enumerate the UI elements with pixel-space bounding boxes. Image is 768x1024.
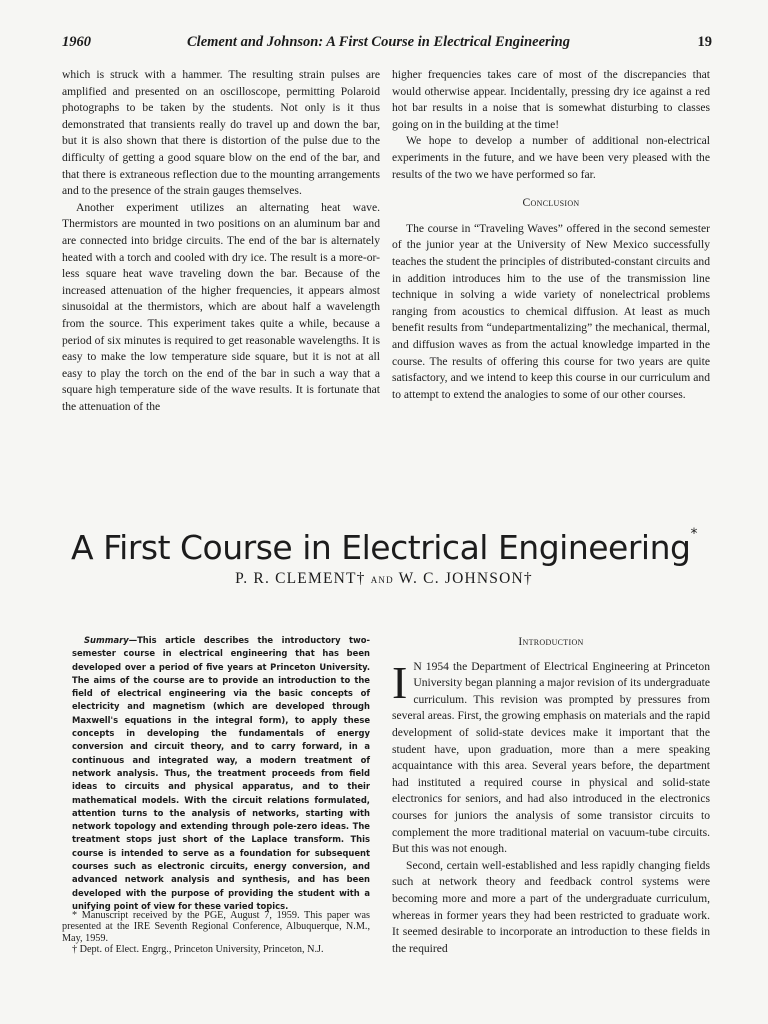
introduction-heading: Introduction — [518, 635, 584, 648]
article-title-text: A First Course in Electrical Engineering — [71, 528, 691, 567]
footnote-affiliation: † Dept. of Elect. Engrg., Princeton University, Princeton, N.J. — [72, 944, 324, 956]
prev-article-left-column — [62, 67, 380, 415]
paragraph: which is struck with a hammer. The resulting strain pulses are amplified and presented on an oscilloscope, permitting Polaroid photographs to be taken by the students. Not only is it thus demonstrated that transients really do travel up and down the bar, but it is also shown that there is distortion of the pulse due to the difficulty of getting a good square blow on the end of the bar, and that there is extraneous reflection due to the mounting arrangements and to the presence of the strain gauges themselves. — [62, 68, 380, 198]
paragraph: We hope to develop a number of additional non-electrical experiments in the future, and we have been very pleased with the results of the two we have performed so far. — [392, 134, 710, 181]
drop-cap: I — [392, 656, 408, 708]
author-line — [0, 570, 768, 588]
author-2: W. C. JOHNSON† — [398, 570, 533, 587]
footnotes — [62, 910, 370, 956]
author-conjunction: and — [370, 571, 394, 586]
summary-label: Summary — [84, 635, 129, 645]
journal-year: 1960 — [62, 34, 91, 50]
footnote-manuscript: * Manuscript received by the PGE, August 7, 1959. This paper was presented at the IRE Seventh Regional Conference, Albuquerque, N.M., May, 1959. — [62, 910, 370, 944]
introduction-column — [392, 634, 710, 957]
title-footnote-mark: * — [690, 526, 697, 542]
article-title — [0, 528, 768, 567]
page-number: 19 — [697, 34, 712, 50]
prev-article-right-column — [392, 67, 710, 403]
conclusion-paragraph: The course in “Traveling Waves” offered in the second semester of the junior year at the University of New Mexico successfully teaches the student the principles of distributed-constant circuits and in addition introduces him to the use of the transmission line technique in solving a wide variety of nonelectrical problems ranging from acoustics to chemical diffusion. At least as much benefit results from “undepartmentalizing” the mechanical, thermal, and diffusion waves as from the actual knowledge imparted in the course. The results of offering this course for two years are quite satisfactory, and we intend to keep this course in our curriculum and to attempt to extend the analogies to some of our other courses. — [392, 221, 710, 401]
conclusion-heading: Conclusion — [522, 196, 580, 210]
running-title: Clement and Johnson: A First Course in Electrical Engineering — [187, 34, 570, 50]
paragraph: N 1954 the Department of Electrical Engineering at Princeton University began planning a major revision of its undergraduate curriculum. This revision was prompted by pressures from several areas. First, the growing emphasis on materials and the rapid development of solid-state devices make it important that the student have, upon graduation, more than a mere speaking acquaintance with this area. Several years before, the department had instituted a required course in physical and solid-state electronics for seniors, and had also introduced in the electronics courses for juniors the analysis of some transistor circuits to complement the more traditional material on vacuum-tube circuits. But this was not enough. — [392, 659, 710, 856]
paragraph: Another experiment utilizes an alternating heat wave. Thermistors are mounted in two positions on an aluminum bar and are connected into bridge circuits. The end of the bar is alternately heated with a torch and cooled with dry ice. The result is a more-or-less square heat wave traveling down the bar. Because of the increased attenuation of the higher frequencies, it appears almost sinusoidal at the thermistors, which are about half a wavelength from the source. This experiment takes quite a while, because a period of six minutes is required to get reasonable wavelengths. It is easy to make the low temperature side square, but it is not at all easy to play the torch on the end of the bar in such a way that a square high temperature side of the wave results. It is fortunate that the attenuation of the — [62, 200, 380, 413]
summary-text: —This article describes the introductory two-semester course in electrical engineering that has been developed over a period of five years at Princeton University. The aims of the course are to provide an introduction to the field of electrical engineering via the basic concepts of electricity and magnetism (which are developed through Maxwell's equations in the integral form), to apply these concepts in developing the fundamentals of energy conversion and circuit theory, and to carry forward, in a continuous and integrated way, a modern treatment of network analysis. Thus, the treatment proceeds from field ideas to circuits and physical apparatus, and to their mathematical models. With the circuit relations formulated, attention turns to the analysis of networks, starting with network topology and extending through pole-zero ideas. The treatment stops just short of the Laplace transform. This course is intended to serve as a foundation for subsequent courses such as electronic circuits, energy conversion, and advanced network analysis and synthesis, and has been developed with the purpose of providing the student with a unifying point of view for these varied topics. — [72, 635, 370, 911]
author-1: P. R. CLEMENT† — [235, 570, 366, 587]
abstract — [72, 634, 370, 913]
paragraph: higher frequencies takes care of most of the discrepancies that would otherwise appear. Incidentally, pressing dry ice against a red hot bar results in a noise that is somewhat disturbing to classes going on in the building at the time! — [392, 68, 710, 131]
running-head — [62, 34, 712, 54]
paragraph: Second, certain well-established and less rapidly changing fields such at network theory and feedback control systems were becoming more and more a part of the undergraduate curriculum, whereas in former years they had been restricted to graduate work. It seemed desirable to incorporate an introduction to these fields in the required — [392, 858, 710, 955]
